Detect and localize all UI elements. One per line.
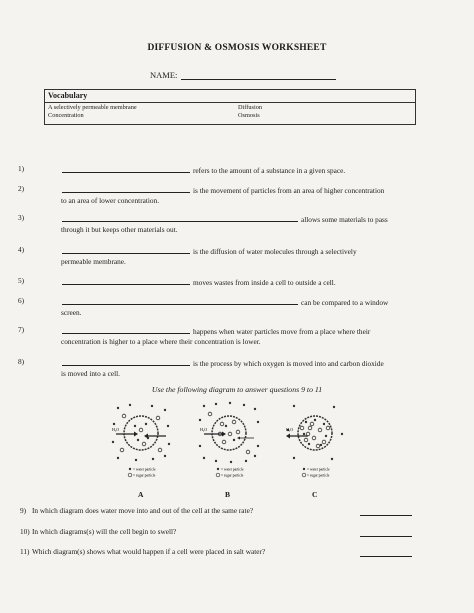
cell-diagram-a (108, 400, 174, 482)
answer-blank[interactable] (62, 213, 298, 222)
question-number: 1) (18, 164, 25, 173)
question-text-continued: screen. (61, 308, 82, 317)
question-text: allows some materials to pass (301, 215, 388, 224)
answer-line-11[interactable] (360, 555, 412, 557)
diagram-label-a: A (138, 490, 144, 499)
question-number: 7) (18, 325, 25, 334)
question-text: is the movement of particles from an area of higher concentration (193, 186, 385, 195)
key-sugar: = sugar particle (133, 473, 156, 478)
key-sugar: = sugar particle (307, 473, 330, 478)
question-number: 4) (18, 245, 25, 254)
worksheet-title: DIFFUSION & OSMOSIS WORKSHEET (147, 43, 327, 53)
key-water: = water particle (307, 467, 330, 472)
h2o-label: H₂O (286, 427, 294, 432)
question-number: 6) (18, 296, 25, 305)
answer-blank[interactable] (62, 245, 190, 254)
question-number: 10) (20, 527, 30, 536)
question-text: can be compared to a window (301, 298, 389, 307)
h2o-label: H₂O (112, 427, 120, 432)
cell-diagram-b (196, 400, 262, 482)
diagram-label-b: B (225, 490, 231, 499)
vocab-term: Diffusion (238, 104, 263, 111)
question-text: Which diagram(s) shows what would happen if a cell were placed in salt water? (32, 547, 266, 556)
question-number: 2) (18, 184, 25, 193)
answer-blank[interactable] (62, 357, 190, 366)
question-text: moves wastes from inside a cell to outside a cell. (193, 278, 336, 287)
answer-line-10[interactable] (360, 535, 412, 537)
vocab-term: A selectively permeable membrane (48, 104, 137, 111)
name-label: NAME: (150, 70, 178, 80)
answer-blank[interactable] (62, 325, 190, 334)
question-number: 3) (18, 213, 25, 222)
answer-blank[interactable] (62, 184, 190, 193)
name-field[interactable] (181, 70, 336, 80)
key-water: = water particle (133, 467, 156, 472)
question-number: 5) (18, 276, 25, 285)
vocab-term: Osmosis (238, 112, 260, 119)
diagram-label-c: C (312, 490, 318, 499)
question-text-continued: permeable membrane. (61, 257, 126, 266)
name-row (150, 70, 336, 80)
answer-blank[interactable] (62, 164, 190, 173)
question-number: 8) (18, 357, 25, 366)
question-text-continued: concentration is higher to a place where their concentration is lower. (61, 337, 261, 346)
answer-blank[interactable] (62, 296, 298, 305)
question-number: 11) (20, 547, 30, 556)
vocabulary-heading: Vocabulary (45, 90, 415, 103)
key-water: = water particle (221, 467, 244, 472)
question-text: is the process by which oxygen is moved into and carbon dioxide (193, 359, 384, 368)
h2o-label: H₂O (200, 427, 208, 432)
question-text-continued: to an area of lower concentration. (61, 196, 160, 205)
question-text: happens when water particles move from a place where their (193, 327, 371, 336)
question-text: refers to the amount of a substance in a given space. (193, 166, 346, 175)
cell-diagram-c (282, 400, 348, 482)
vocabulary-box (44, 89, 416, 125)
question-text-continued: through it but keeps other materials out. (61, 225, 178, 234)
question-number: 9) (20, 506, 27, 515)
vocab-term: Concentration (48, 112, 84, 119)
question-text: is the diffusion of water molecules through a selectively (193, 247, 357, 256)
answer-line-9[interactable] (360, 514, 412, 516)
key-sugar: = sugar particle (221, 473, 244, 478)
question-text: In which diagrams(s) will the cell begin to swell? (32, 527, 177, 536)
answer-blank[interactable] (62, 276, 190, 285)
question-text-continued: is moved into a cell. (61, 369, 120, 378)
question-text: In which diagram does water move into and out of the cell at the same rate? (32, 506, 254, 515)
diagram-caption: Use the following diagram to answer questions 9 to 11 (151, 385, 323, 394)
